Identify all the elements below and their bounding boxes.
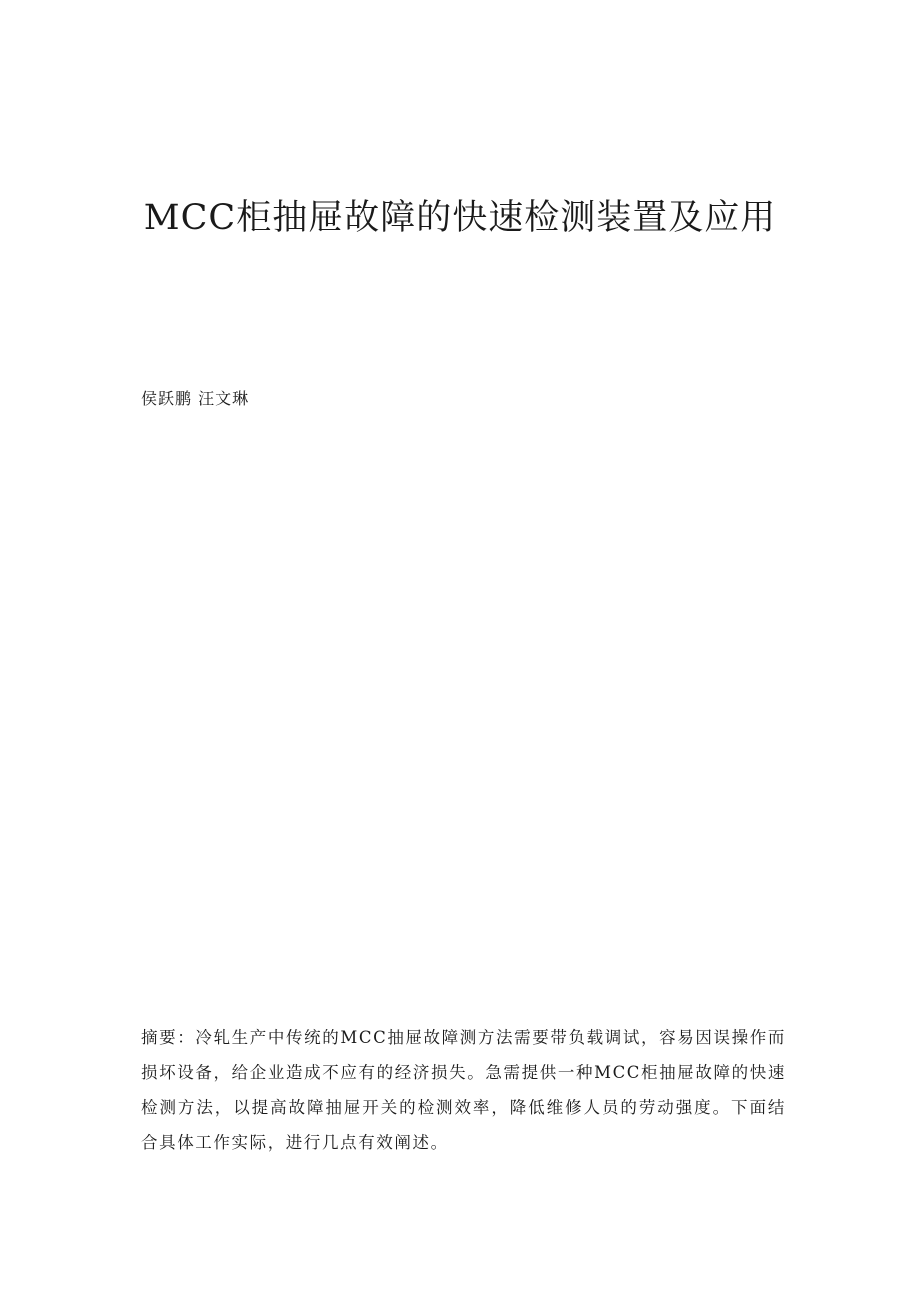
page-title: MCC柜抽屉故障的快速检测装置及应用 (143, 198, 777, 238)
abstract-paragraph: 摘要：冷轧生产中传统的MCC抽屉故障测方法需要带负载调试，容易因误操作而损坏设备，给企业造成不应有的经济损失。急需提供一种MCC柜抽屉故障的快速检测方法，以提高故障抽屉开关的检测效率，降低维修人员的劳动强度。下面结合具体工作实际，进行几点有效阐述。 (141, 1028, 786, 1152)
authors: 侯跃鹏 汪文琳 (141, 389, 250, 408)
